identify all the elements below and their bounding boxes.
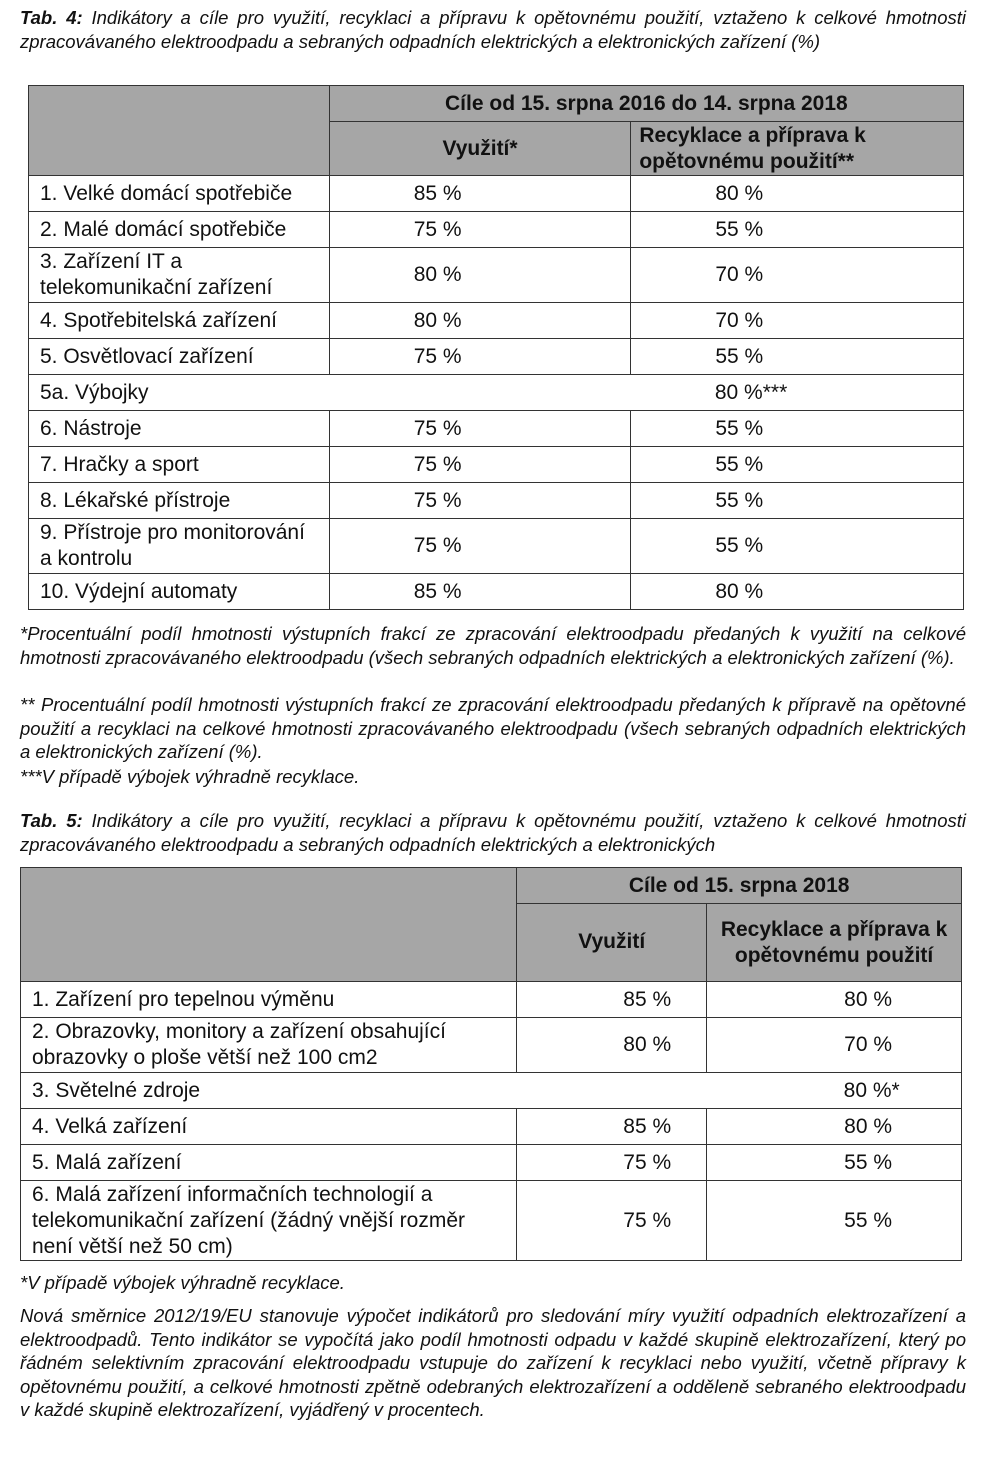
tab5-caption bbox=[20, 809, 966, 856]
tab5-caption-text: Indikátory a cíle pro využití, recyklaci a přípravu k opětovnému použití, vztaženo k celkové hmotnosti zpracovávaného elektroodpadu a sebraných odpadních elektrických a elektronických bbox=[20, 810, 966, 855]
row-label: 4. Velká zařízení bbox=[21, 1109, 517, 1145]
table-row bbox=[21, 1018, 962, 1073]
table-row bbox=[21, 1181, 962, 1261]
tab5-header-period: Cíle od 15. srpna 2018 bbox=[517, 868, 962, 904]
row-label: 5a. Výbojky bbox=[29, 375, 631, 411]
tab4-corner-cell bbox=[29, 86, 330, 176]
table-row bbox=[29, 447, 964, 483]
table-row bbox=[29, 574, 964, 610]
row-label: 1. Zařízení pro tepelnou výměnu bbox=[21, 982, 517, 1018]
row-label: 8. Lékařské přístroje bbox=[29, 483, 330, 519]
row-recycle-value: 55 % bbox=[631, 519, 964, 574]
table-row bbox=[29, 519, 964, 574]
tab4-caption bbox=[20, 6, 966, 53]
table-row bbox=[29, 248, 964, 303]
row-use-value: 85 % bbox=[329, 574, 631, 610]
table-row bbox=[29, 176, 964, 212]
table-row bbox=[29, 375, 964, 411]
table-row bbox=[29, 411, 964, 447]
row-recycle-value: 55 % bbox=[631, 339, 964, 375]
row-label: 5. Osvětlovací zařízení bbox=[29, 339, 330, 375]
tab5-corner-cell bbox=[21, 868, 517, 982]
row-label: 6. Malá zařízení informačních technologií a telekomunikační zařízení (žádný vnější rozměr není větší než 50 cm) bbox=[21, 1181, 517, 1261]
row-use-value: 75 % bbox=[329, 519, 631, 574]
tab5-footnote: *V případě výbojek výhradně recyklace. bbox=[20, 1272, 345, 1293]
tab5-caption-label: Tab. 5: bbox=[20, 810, 83, 831]
tab4-header-period: Cíle od 15. srpna 2016 do 14. srpna 2018 bbox=[329, 86, 963, 122]
row-recycle-value: 80 % bbox=[631, 176, 964, 212]
row-recycle-value: 55 % bbox=[707, 1181, 962, 1261]
row-recycle-value: 70 % bbox=[707, 1018, 962, 1073]
row-label: 4. Spotřebitelská zařízení bbox=[29, 303, 330, 339]
tab5-table bbox=[20, 867, 962, 1261]
row-use-value: 75 % bbox=[329, 212, 631, 248]
row-use-value: 75 % bbox=[329, 339, 631, 375]
table-row bbox=[29, 339, 964, 375]
row-use-value: 75 % bbox=[517, 1145, 707, 1181]
tab4-caption-text: Indikátory a cíle pro využití, recyklaci a přípravu k opětovnému použití, vztaženo k celkové hmotnosti zpracovávaného elektroodpadu a sebraných odpadních elektrických a elektronických zařízení (%) bbox=[20, 7, 966, 52]
row-use-value: 75 % bbox=[329, 483, 631, 519]
tab5-header-recycle: Recyklace a příprava k opětovnému použití bbox=[707, 904, 962, 982]
row-recycle-value: 55 % bbox=[631, 447, 964, 483]
tab4-footnote-3: ***V případě výbojek výhradně recyklace. bbox=[20, 766, 360, 787]
row-recycle-value: 70 % bbox=[631, 303, 964, 339]
row-label: 5. Malá zařízení bbox=[21, 1145, 517, 1181]
row-recycle-value: 80 % bbox=[707, 982, 962, 1018]
table-row bbox=[29, 303, 964, 339]
row-recycle-value: 80 %* bbox=[707, 1073, 962, 1109]
tab4-header-recycle: Recyklace a příprava k opětovnému použití** bbox=[631, 122, 964, 176]
row-recycle-value: 80 % bbox=[631, 574, 964, 610]
tab4-table bbox=[28, 85, 964, 610]
row-use-value: 85 % bbox=[517, 1109, 707, 1145]
row-use-value: 80 % bbox=[517, 1018, 707, 1073]
row-use-value: 85 % bbox=[329, 176, 631, 212]
closing-paragraph: Nová směrnice 2012/19/EU stanovuje výpočet indikátorů pro sledování míry využití odpadních elektrozařízení a elektroodpadů. Tento indikátor se vypočítá jako podíl hmotnosti odpadu v každé skupině elektrozařízení, který po řádném selektivním zpracování elektroodpadu vstupuje do zařízení k recyklaci nebo využití, včetně přípravy k opětovnému použití, a celkové hmotnosti zpětně odebraných elektrozařízení a odděleně sebraného elektroodpadu v každé skupině elektrozařízení, vyjádřený v procentech. bbox=[20, 1305, 966, 1420]
row-label: 6. Nástroje bbox=[29, 411, 330, 447]
tab4-header-use: Využití* bbox=[329, 122, 631, 176]
tab5-header-use: Využití bbox=[517, 904, 707, 982]
table-row bbox=[21, 1145, 962, 1181]
row-recycle-value: 55 % bbox=[631, 212, 964, 248]
row-label: 1. Velké domácí spotřebiče bbox=[29, 176, 330, 212]
row-label: 10. Výdejní automaty bbox=[29, 574, 330, 610]
table-row bbox=[21, 1073, 962, 1109]
row-use-value: 80 % bbox=[329, 248, 631, 303]
row-recycle-value: 70 % bbox=[631, 248, 964, 303]
tab4-footnote-1: *Procentuální podíl hmotnosti výstupních frakcí ze zpracování elektroodpadu předaných k využití na celkové hmotnosti zpracovávaného elektroodpadu (všech sebraných odpadních elektrických a elektronických zařízení (%). bbox=[20, 623, 966, 668]
row-label: 2. Malé domácí spotřebiče bbox=[29, 212, 330, 248]
table-row bbox=[29, 212, 964, 248]
row-recycle-value: 55 % bbox=[631, 411, 964, 447]
row-recycle-value: 80 %*** bbox=[631, 375, 964, 411]
table-row bbox=[29, 483, 964, 519]
row-use-value: 75 % bbox=[329, 447, 631, 483]
row-label: 7. Hračky a sport bbox=[29, 447, 330, 483]
row-use-value: 75 % bbox=[517, 1181, 707, 1261]
table-row bbox=[21, 1109, 962, 1145]
row-use-value: 75 % bbox=[329, 411, 631, 447]
row-recycle-value: 55 % bbox=[631, 483, 964, 519]
tab4-footnote-2: ** Procentuální podíl hmotnosti výstupních frakcí ze zpracování elektroodpadu předaných k přípravě na opětovné použití a recyklaci na celkové hmotnosti zpracovávaného elektroodpadu (všech sebraných odpadních elektrických a elektronických zařízení (%). bbox=[20, 694, 966, 762]
table-row bbox=[21, 982, 962, 1018]
row-use-value: 85 % bbox=[517, 982, 707, 1018]
row-recycle-value: 80 % bbox=[707, 1109, 962, 1145]
row-label: 2. Obrazovky, monitory a zařízení obsahující obrazovky o ploše větší než 100 cm2 bbox=[21, 1018, 517, 1073]
tab4-caption-label: Tab. 4: bbox=[20, 7, 83, 28]
row-use-value: 80 % bbox=[329, 303, 631, 339]
row-label: 9. Přístroje pro monitorování a kontrolu bbox=[29, 519, 330, 574]
row-label: 3. Zařízení IT a telekomunikační zařízení bbox=[29, 248, 330, 303]
row-recycle-value: 55 % bbox=[707, 1145, 962, 1181]
row-label: 3. Světelné zdroje bbox=[21, 1073, 707, 1109]
